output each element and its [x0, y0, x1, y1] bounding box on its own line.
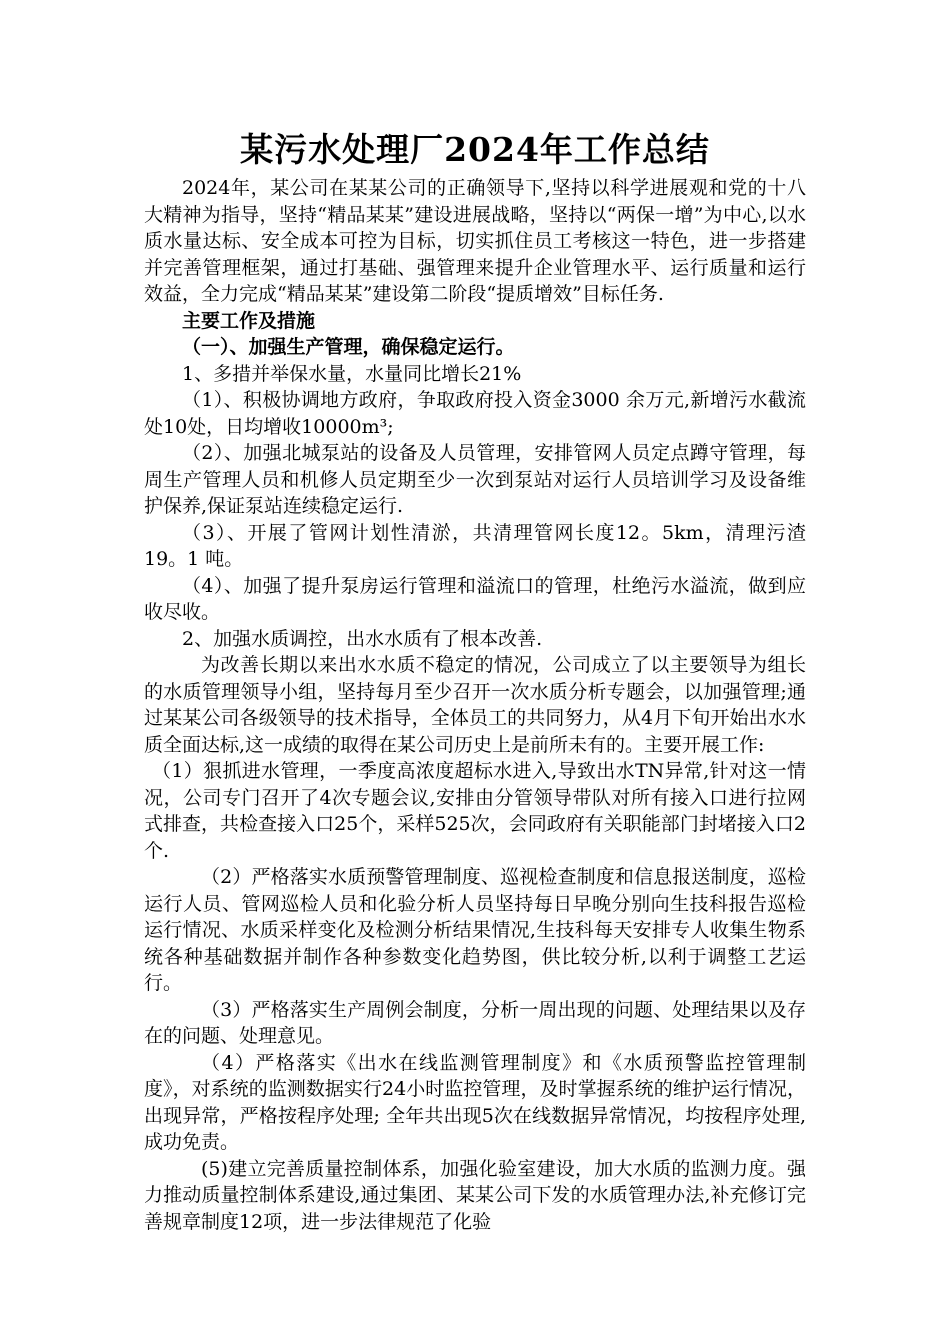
intro-paragraph: 2024年，某公司在某某公司的正确领导下,坚持以科学进展观和党的十八大精神为指导，坚持“精品某某”建设进展战略，坚持以“两保一增”为中心,以水质水量达标、安全成本可控为目标，切实抓住员工考核这一特色，进一步搭建并完善管理框架，通过打基础、强管理来提升企业管理水平、运行质量和运行效益，全力完成“精品某某”建设第二阶段“提质增效”目标任务. [144, 177, 806, 305]
item-2-2: （2）严格落实水质预警管理制度、巡视检查制度和信息报送制度，巡检运行人员、管网巡检人员和化验分析人员坚持每日早晚分别向生技科报告巡检运行情况、水质采样变化及检测分析结果情况,生技科每天安排专人收集生物系统各种基础数据并制作各种参数变化趋势图，供比较分析,以利于调整工艺运行。 [144, 866, 806, 994]
subsection-heading: （一）、加强生产管理，确保稳定运行。 [182, 336, 515, 358]
item-1: 1、多措并举保水量，水量同比增长21% [182, 362, 522, 385]
section-heading: 主要工作及措施 [182, 309, 316, 332]
item-1-1: （1）、积极协调地方政府，争取政府投入资金3000 余万元,新增污水截流处10处，日均增收10000m³; [144, 389, 806, 438]
item-1-3: （3）、开展了管网计划性清淤，共清理管网长度12。5km，清理污渣19。1 吨。 [144, 521, 806, 570]
item-2-4: （4）严格落实《出水在线监测管理制度》和《水质预警监控管理制度》，对系统的监测数据实行24小时监控管理，及时掌握系统的维护运行情况，出现异常，严格按程序处理; 全年共出现5次在线数据异常情况，均按程序处理,成功免责。 [144, 1051, 806, 1153]
item-2-5: (5)建立完善质量控制体系，加强化验室建设，加大水质的监测力度。强力推动质量控制体系建设,通过集团、某某公司下发的水质管理办法,补充修订完善规章制度12项，进一步法律规范了化验 [144, 1157, 806, 1233]
item-2-3: （3）严格落实生产周例会制度，分析一周出现的问题、处理结果以及存在的问题、处理意见。 [144, 998, 806, 1047]
item-2-1: （1）狠抓进水管理，一季度高浓度超标水进入,导致出水TN异常,针对这一情况，公司专门召开了4次专题会议,安排由分管领导带队对所有接入口进行拉网式排查，共检查接入口25个，采样525次，会同政府有关职能部门封堵接入口2个. [144, 760, 806, 862]
item-1-2: （2）、加强北城泵站的设备及人员管理，安排管网人员定点蹲守管理，每周生产管理人员和机修人员定期至少一次到泵站对运行人员培训学习及设备维护保养,保证泵站连续稳定运行. [144, 442, 806, 517]
document-body [144, 128, 806, 1235]
item-2: 2、加强水质调控，出水水质有了根本改善. [182, 627, 543, 650]
item-1-4: （4）、加强了提升泵房运行管理和溢流口的管理，杜绝污水溢流，做到应收尽收。 [144, 574, 806, 623]
document-title: 某污水处理厂2024年工作总结 [240, 130, 710, 169]
item-2-intro: 为改善长期以来出水水质不稳定的情况，公司成立了以主要领导为组长的水质管理领导小组，坚持每月至少召开一次水质分析专题会，以加强管理;通过某某公司各级领导的技术指导，全体员工的共同努力，从4月下旬开始出水水质全面达标,这一成绩的取得在某公司历史上是前所未有的。主要开展工作: [144, 654, 806, 756]
